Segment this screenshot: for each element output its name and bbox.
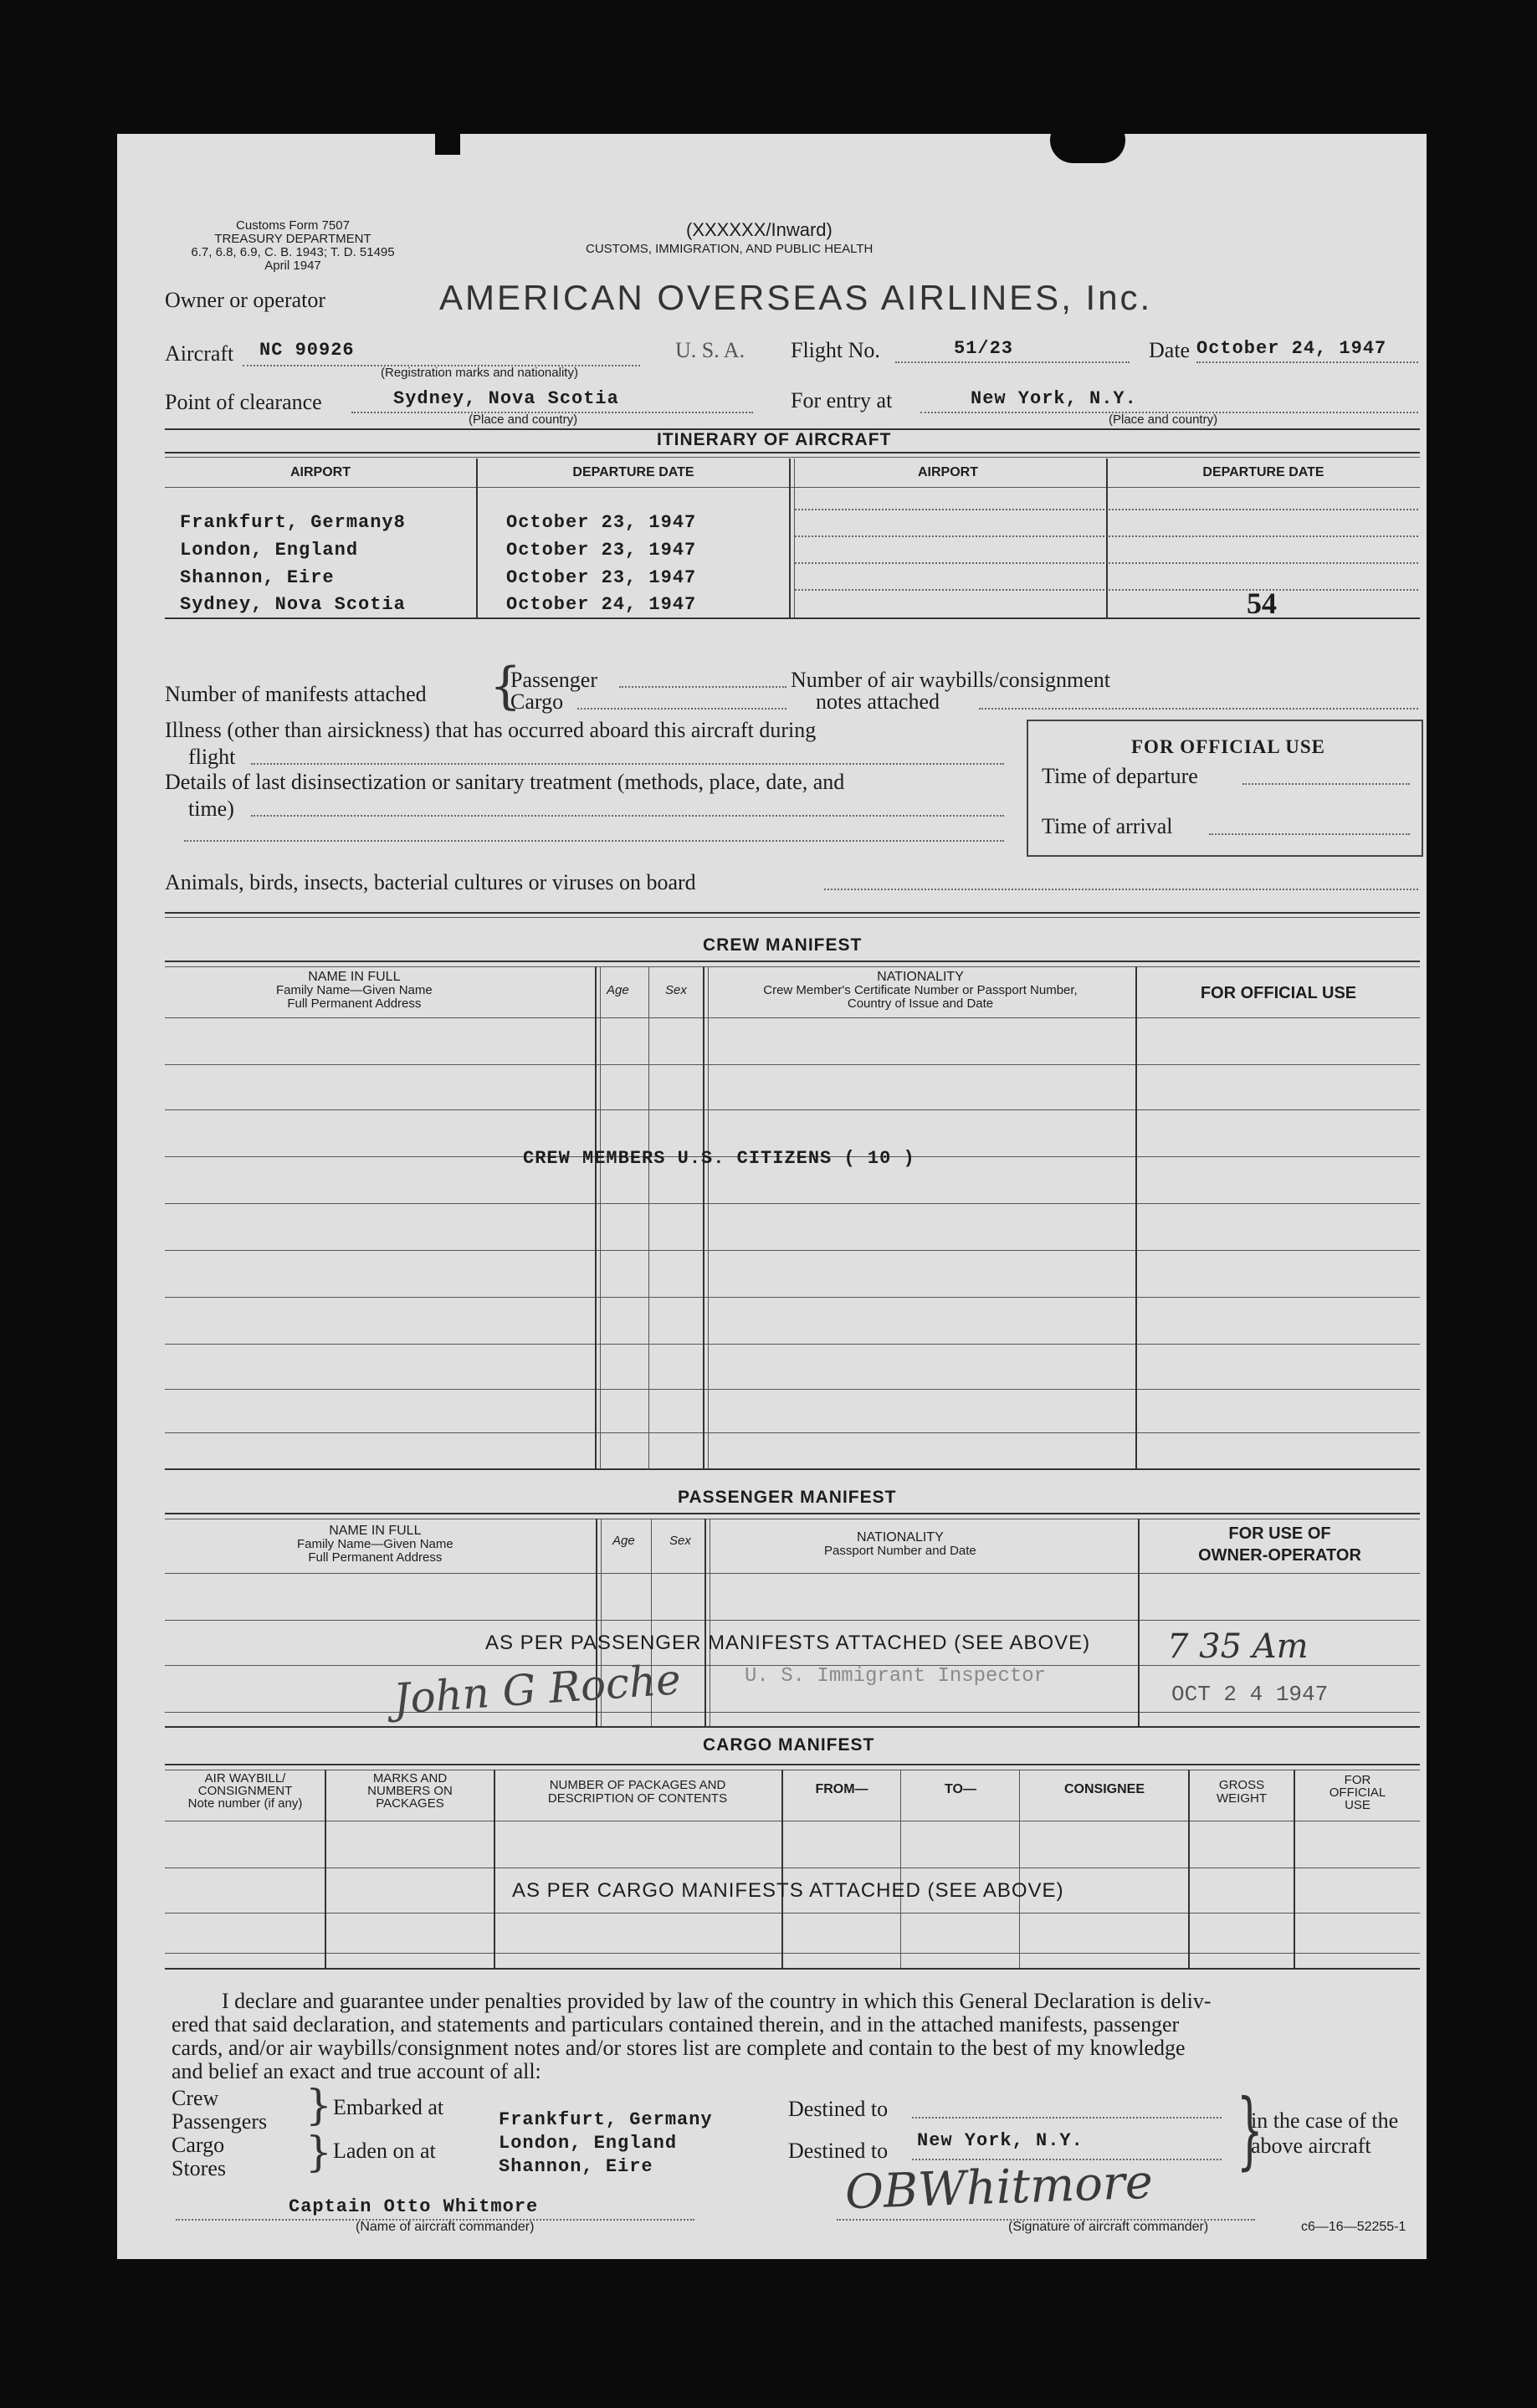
itin-date-3: October 23, 1947 bbox=[506, 567, 697, 588]
itin-date-1: October 23, 1947 bbox=[506, 512, 697, 533]
inspector-signature: John G Roche bbox=[392, 1655, 683, 1724]
staple-mark bbox=[435, 117, 460, 155]
commander-signature: OBWhitmore bbox=[843, 2154, 1154, 2221]
itin-date-2: October 23, 1947 bbox=[506, 540, 697, 561]
crew-col-nationality: NATIONALITY Crew Member's Certificate Number or Passport Number, Country of Issue and Date bbox=[763, 970, 1078, 1011]
nationality-value: U. S. A. bbox=[675, 338, 745, 362]
itin-airport-4: Sydney, Nova Scotia bbox=[180, 594, 406, 615]
itin-col-airport-1: AIRPORT bbox=[290, 465, 351, 479]
destined-label: Destined to bbox=[788, 2097, 889, 2121]
embarked-label: Embarked at bbox=[333, 2095, 444, 2119]
laden-label: Laden on at bbox=[333, 2139, 436, 2163]
passenger-col-sex: Sex bbox=[669, 1534, 691, 1548]
illness-label-2: flight bbox=[188, 745, 236, 769]
owner-label: Owner or operator bbox=[165, 288, 326, 312]
entry-value: New York, N.Y. bbox=[971, 388, 1137, 409]
disinsect-label-2: time) bbox=[188, 797, 234, 821]
case-text: in the case of the above aircraft bbox=[1251, 2108, 1399, 2158]
crew-col-name: NAME IN FULL Family Name—Given Name Full Permanent Address bbox=[276, 970, 433, 1011]
immigration-stamp-text: U. S. Immigrant Inspector bbox=[745, 1665, 1047, 1688]
cargo-col-weight: GROSS WEIGHT bbox=[1217, 1778, 1267, 1806]
date-value: October 24, 1947 bbox=[1196, 338, 1387, 359]
stamp-time: 7 35 Am bbox=[1167, 1627, 1309, 1666]
itin-col-airport-2: AIRPORT bbox=[918, 465, 978, 479]
stamp-date: OCT 2 4 1947 bbox=[1171, 1682, 1329, 1707]
itin-col-departure-1: DEPARTURE DATE bbox=[572, 465, 694, 479]
destined-label-2: Destined to bbox=[788, 2139, 889, 2163]
passenger-col-age: Age bbox=[612, 1534, 635, 1548]
flight-value: 51/23 bbox=[954, 338, 1014, 359]
cargo-col-official: FOR OFFICIAL USE bbox=[1329, 1773, 1386, 1812]
time-of-departure-label: Time of departure bbox=[1042, 764, 1198, 788]
itin-airport-3: Shannon, Eire bbox=[180, 567, 335, 588]
disinsect-label: Details of last disinsectization or sanitary treatment (methods, place, date, and bbox=[165, 770, 845, 794]
crew-col-official: FOR OFFICIAL USE bbox=[1200, 984, 1357, 1002]
aircraft-value: NC 90926 bbox=[259, 340, 355, 361]
itin-date-4: October 24, 1947 bbox=[506, 594, 697, 615]
declaration-text: I declare and guarantee under penalties provided by law of the country in which this General Declaration is deliv- ered that said declaration, and statements and particulars contained therein, and in the attached manifests, passenger cards, and/or air waybills/consignment notes and/or stores list are complete and contain to the best of my knowledge and belief an exact and true account of all: bbox=[172, 1989, 1212, 2083]
clearance-value: Sydney, Nova Scotia bbox=[393, 388, 619, 409]
passenger-title: PASSENGER MANIFEST bbox=[678, 1488, 897, 1507]
flight-label: Flight No. bbox=[791, 338, 880, 362]
waybills-label: Number of air waybills/consignment bbox=[791, 668, 1110, 692]
passenger-col-name: NAME IN FULL Family Name—Given Name Full Permanent Address bbox=[297, 1524, 453, 1565]
entry-label: For entry at bbox=[791, 388, 893, 412]
header-direction: (XXXXXX/Inward) bbox=[686, 219, 833, 240]
itinerary-title: ITINERARY OF AIRCRAFT bbox=[657, 430, 892, 449]
cargo-entry: AS PER CARGO MANIFESTS ATTACHED (SEE ABOVE) bbox=[512, 1879, 1064, 1902]
date-label: Date bbox=[1149, 338, 1191, 362]
cargo-types-list: Crew Passengers Cargo Stores bbox=[172, 2086, 268, 2180]
official-use-title: FOR OFFICIAL USE bbox=[1131, 736, 1325, 757]
passenger-col-owner: FOR USE OF OWNER-OPERATOR bbox=[1198, 1524, 1361, 1565]
crew-col-age: Age bbox=[607, 983, 629, 997]
header-agencies: CUSTOMS, IMMIGRATION, AND PUBLIC HEALTH bbox=[586, 242, 874, 256]
cargo-title: CARGO MANIFEST bbox=[703, 1735, 875, 1755]
itin-airport-1: Frankfurt, Germany8 bbox=[180, 512, 406, 533]
clearance-label: Point of clearance bbox=[165, 390, 322, 414]
notes-label: notes attached bbox=[816, 689, 940, 714]
signature-caption: (Signature of aircraft commander) bbox=[1008, 2220, 1209, 2234]
crew-title: CREW MANIFEST bbox=[703, 935, 863, 955]
form-id: Customs Form 7507 TREASURY DEPARTMENT 6.7, 6.8, 6.9, C. B. 1943; T. D. 51495 April 1947 bbox=[191, 218, 395, 273]
aircraft-caption: (Registration marks and nationality) bbox=[381, 366, 578, 380]
cargo-count-label: Cargo bbox=[510, 689, 564, 714]
cargo-col-consignee: CONSIGNEE bbox=[1063, 1782, 1145, 1796]
cargo-col-marks: MARKS AND NUMBERS ON PACKAGES bbox=[367, 1771, 453, 1811]
manifests-label: Number of manifests attached bbox=[165, 682, 427, 706]
animals-label: Animals, birds, insects, bacterial cultures or viruses on board bbox=[165, 870, 696, 894]
brace-left-2: } bbox=[305, 2128, 332, 2176]
commander-name: Captain Otto Whitmore bbox=[289, 2196, 539, 2217]
brace-left-1: } bbox=[305, 2081, 332, 2129]
entry-caption: (Place and country) bbox=[1109, 412, 1218, 427]
passenger-entry: AS PER PASSENGER MANIFESTS ATTACHED (SEE ABOVE) bbox=[485, 1632, 1091, 1654]
passenger-count-label: Passenger bbox=[510, 668, 597, 692]
crew-col-sex: Sex bbox=[665, 983, 687, 997]
cargo-col-packages: NUMBER OF PACKAGES AND DESCRIPTION OF CONTENTS bbox=[547, 1778, 728, 1806]
brace-right: } bbox=[1236, 2081, 1263, 2179]
illness-label: Illness (other than airsickness) that has occurred aboard this aircraft during bbox=[165, 718, 817, 742]
itin-col-departure-2: DEPARTURE DATE bbox=[1202, 465, 1324, 479]
cargo-col-to: TO— bbox=[945, 1782, 976, 1796]
cargo-col-waybill: AIR WAYBILL/ CONSIGNMENT Note number (if any) bbox=[187, 1771, 303, 1811]
print-code: c6—16—52255-1 bbox=[1301, 2220, 1406, 2234]
crew-entry: CREW MEMBERS U.S. CITIZENS ( 10 ) bbox=[523, 1148, 915, 1169]
owner-value: AMERICAN OVERSEAS AIRLINES, Inc. bbox=[439, 278, 1153, 317]
time-of-arrival-label: Time of arrival bbox=[1042, 814, 1173, 838]
tear-mark bbox=[1050, 117, 1125, 163]
commander-caption: (Name of aircraft commander) bbox=[356, 2220, 535, 2234]
aircraft-label: Aircraft bbox=[165, 341, 234, 366]
embarked-places: Frankfurt, Germany London, England Shannon, Eire bbox=[499, 2109, 713, 2177]
handwritten-number: 54 bbox=[1247, 587, 1277, 620]
itin-airport-2: London, England bbox=[180, 540, 359, 561]
clearance-caption: (Place and country) bbox=[469, 412, 578, 427]
cargo-col-from: FROM— bbox=[815, 1782, 868, 1796]
passenger-col-nationality: NATIONALITY Passport Number and Date bbox=[824, 1530, 976, 1558]
manifests-brace: { bbox=[489, 657, 522, 715]
destined-value: New York, N.Y. bbox=[917, 2130, 1084, 2151]
